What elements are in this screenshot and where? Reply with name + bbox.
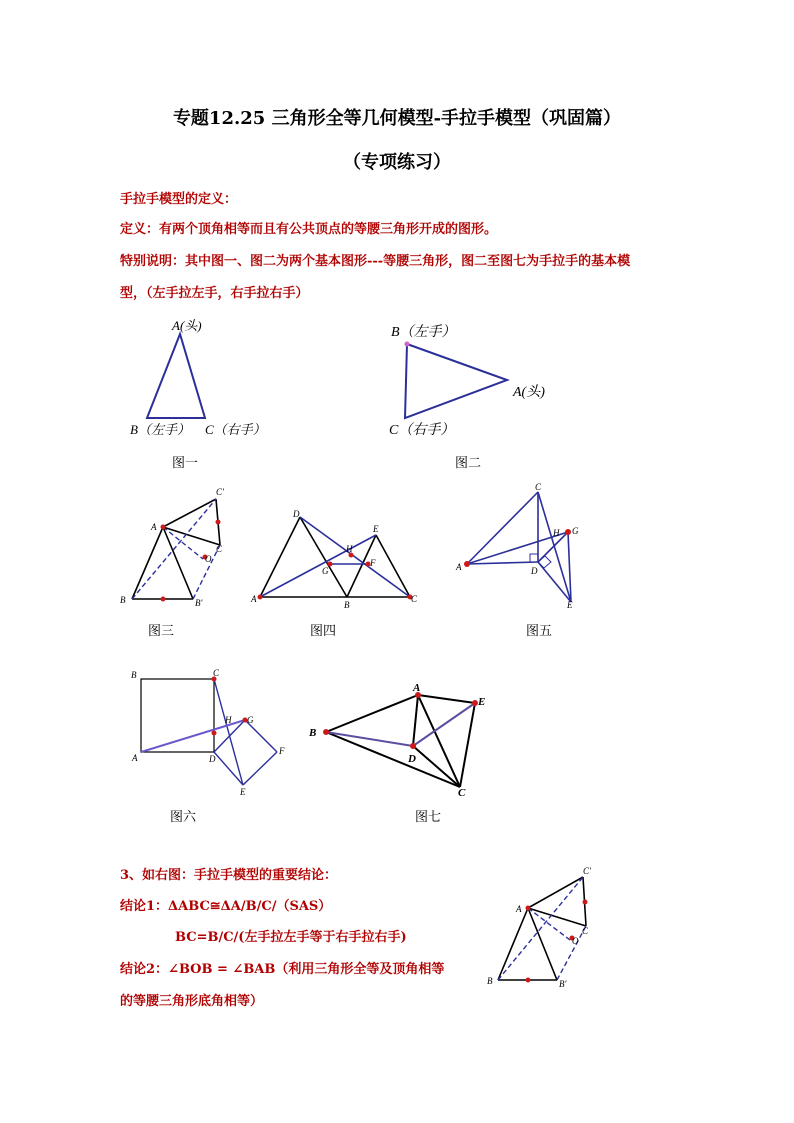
conclusions-heading: 3、如右图：手拉手模型的重要结论： [120,868,338,883]
fig7-label-e: E [478,696,486,708]
fig6-label-d: D [209,754,216,764]
fig8-label-c: C [582,926,589,936]
fig4-label-f: F [370,558,376,568]
fig5-label-d: D [531,566,538,576]
fig4-label-d: D [293,509,300,519]
fig6-label-f: F [279,746,285,756]
fig1-label-c: C（右手） [205,422,266,437]
fig5-label-e: E [567,600,573,610]
fig3-label-c: C [216,544,223,554]
figure-7 [303,680,503,800]
conclusion-1-line-2: BC=B/C/(左手拉左手等于右手拉右手) [175,930,407,945]
figure-4 [248,502,428,612]
conclusion-2-line-2: 的等腰三角形底角相等） [120,994,264,1009]
fig4-label-c: C [411,594,418,604]
definition-heading: 手拉手模型的定义： [120,192,238,207]
fig6-label-c: C [213,668,220,678]
fig2-label-a: A(头) [513,385,545,400]
fig3-label-b: B [120,595,126,605]
fig8-label-o: O [572,936,579,946]
page-title: 专题12.25 三角形全等几何模型-手拉手模型（巩固篇） [172,108,622,129]
fig8-label-a: A [516,904,522,914]
fig2-caption: 图二 [455,456,482,471]
note-line-2: 型，（左手拉左手，右手拉右手） [120,286,309,301]
fig8-label-b: B [487,976,493,986]
fig4-label-b: B [344,600,350,610]
fig6-label-e: E [240,787,246,797]
fig6-label-g: G [247,715,254,725]
fig3-label-b2: B' [195,598,203,608]
fig7-label-a: A [413,682,421,694]
fig8-label-b2: B' [559,979,567,989]
figure-5 [453,480,593,610]
fig5-label-h: H [553,528,560,538]
page-subtitle: （专项练习） [343,152,451,173]
fig7-label-c: C [458,787,466,799]
conclusion-1-line-1: 结论1：ΔABC≅ΔA/B/C/（SAS） [120,899,332,914]
fig2-label-c: C（右手） [389,423,455,438]
figure-3 [115,482,235,612]
fig4-label-e: E [373,524,379,534]
note-line-1: 特别说明：其中图一、图二为两个基本图形---等腰三角形，图二至图七为手拉手的基本模 [120,254,631,269]
conclusion-2-line-1: 结论2：∠BOB = ∠BAB（利用三角形全等及顶角相等 [120,962,445,977]
fig7-label-b: B [309,727,317,739]
figure-8 [480,862,610,994]
fig6-caption: 图六 [170,810,197,825]
fig5-label-a: A [456,562,462,572]
fig5-caption: 图五 [526,624,553,639]
fig7-caption: 图七 [415,810,442,825]
fig4-label-g: G [322,566,329,576]
definition-text: 定义：有两个顶角相等而且有公共顶点的等腰三角形开成的图形。 [120,222,498,237]
triangle-abc [147,334,205,418]
fig1-label-b: B（左手） [130,422,190,437]
fig3-caption: 图三 [148,624,175,639]
figure-2 [385,318,565,443]
fig2-label-b: B（左手） [391,325,456,340]
figure-6 [125,665,295,800]
fig4-caption: 图四 [310,624,337,639]
fig4-label-a: A [251,594,257,604]
fig1-caption: 图一 [172,456,199,471]
fig6-label-b: B [131,670,137,680]
point-b [405,342,410,347]
fig3-label-o: O [205,554,212,564]
figure-1 [125,312,275,442]
fig8-label-c2: C' [583,866,591,876]
fig1-label-a: A(头) [172,318,202,333]
fig7-label-d: D [408,753,416,765]
fig5-label-g: G [572,526,579,536]
triangle-bac [405,344,507,418]
fig5-label-c: C [535,482,542,492]
fig6-label-a: A [132,753,138,763]
fig3-label-a: A [151,522,157,532]
fig4-label-h: H [346,544,353,554]
fig6-label-h: H [225,715,232,725]
fig3-label-c2: C' [216,487,224,497]
